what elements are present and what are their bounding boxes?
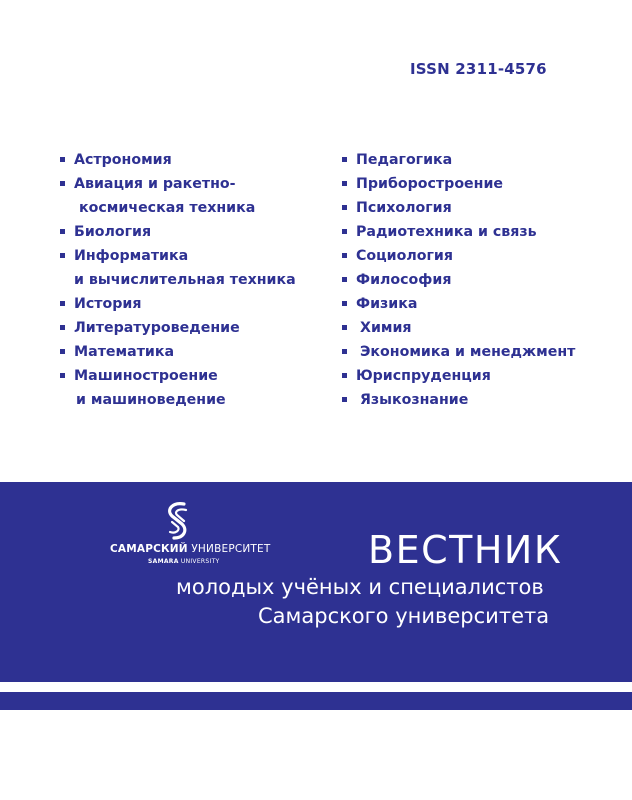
square-bullet-icon	[342, 229, 347, 234]
journal-subtitle-line1: молодых учёных и специалистов	[176, 575, 544, 599]
square-bullet-icon	[60, 373, 65, 378]
journal-title: ВЕСТНИК	[368, 528, 563, 572]
square-bullet-icon	[342, 157, 347, 162]
list-item: Юриспруденция	[336, 364, 626, 388]
subjects-list-right	[336, 148, 626, 412]
list-item: Радиотехника и связь	[336, 220, 626, 244]
list-item: Авиация и ракетно- космическая техника	[54, 172, 324, 220]
list-item: Приборостроение	[336, 172, 626, 196]
list-item: Физика	[336, 292, 626, 316]
list-item: Педагогика	[336, 148, 626, 172]
list-item: Машиностроение и машиноведение	[54, 364, 324, 412]
list-item: Биология	[54, 220, 324, 244]
list-item: Астрономия	[54, 148, 324, 172]
square-bullet-icon	[60, 229, 65, 234]
square-bullet-icon	[342, 397, 347, 402]
list-item: Химия	[336, 316, 626, 340]
list-item: Математика	[54, 340, 324, 364]
list-item: Экономика и менеджмент	[336, 340, 626, 364]
university-name-english: SAMARA UNIVERSITY	[148, 558, 220, 565]
square-bullet-icon	[342, 181, 347, 186]
samara-university-logo-icon	[162, 500, 194, 544]
square-bullet-icon	[342, 277, 347, 282]
square-bullet-icon	[60, 253, 65, 258]
square-bullet-icon	[60, 325, 65, 330]
square-bullet-icon	[60, 301, 65, 306]
list-item: Информатика и вычислительная техника	[54, 244, 324, 292]
list-item: История	[54, 292, 324, 316]
list-item: Психология	[336, 196, 626, 220]
list-item: Литературоведение	[54, 316, 324, 340]
square-bullet-icon	[60, 181, 65, 186]
university-name: САМАРСКИЙ УНИВЕРСИТЕТ	[110, 543, 271, 555]
square-bullet-icon	[60, 157, 65, 162]
bottom-stripe	[0, 692, 632, 710]
square-bullet-icon	[342, 325, 347, 330]
square-bullet-icon	[60, 349, 65, 354]
square-bullet-icon	[342, 253, 347, 258]
square-bullet-icon	[342, 373, 347, 378]
list-item: Социология	[336, 244, 626, 268]
square-bullet-icon	[342, 205, 347, 210]
list-item: Языкознание	[336, 388, 626, 412]
journal-subtitle-line2: Самарского университета	[258, 604, 550, 628]
list-item: Философия	[336, 268, 626, 292]
subjects-list-left	[54, 148, 324, 412]
issn-number: ISSN 2311-4576	[410, 60, 547, 78]
square-bullet-icon	[342, 349, 347, 354]
square-bullet-icon	[342, 301, 347, 306]
